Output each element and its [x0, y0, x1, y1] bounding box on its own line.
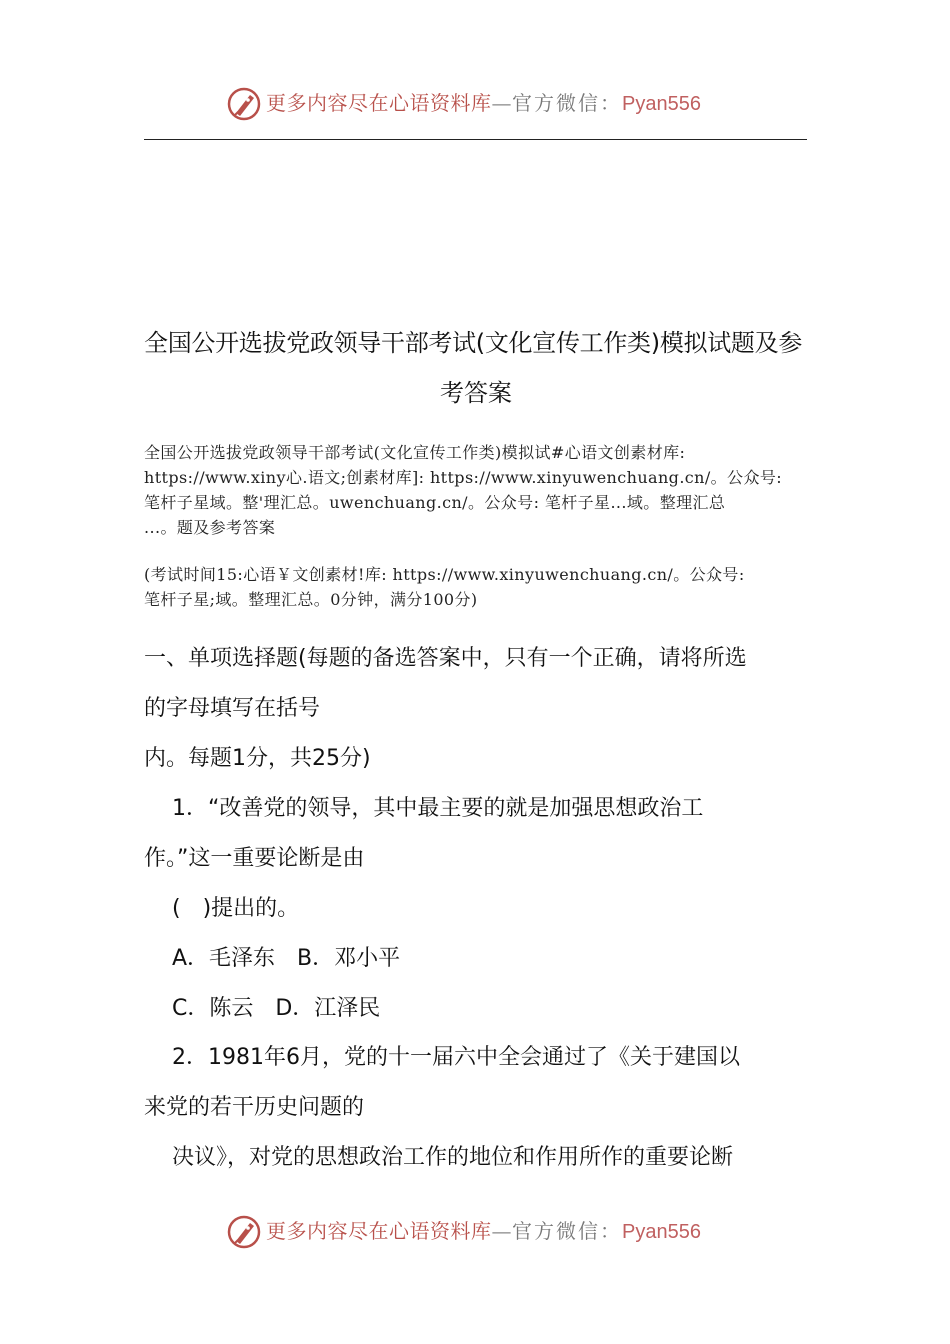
section-heading-line: 内。每题1分，共25分)	[144, 746, 371, 771]
fountain-pen-logo-icon	[226, 86, 262, 122]
question-1-option: A．毛泽东 B．邓小平	[172, 946, 401, 971]
section-heading-line: 的字母填写在括号	[144, 696, 321, 721]
footer-banner	[0, 1208, 950, 1258]
fountain-pen-logo-icon	[226, 1214, 262, 1250]
header-banner	[0, 80, 950, 130]
exam-info-paragraph	[144, 562, 808, 612]
intro-line: 全国公开选拔党政领导干部考试(文化宣传工作类)模拟试#心语文创素材库:	[144, 443, 686, 462]
banner-text	[266, 90, 701, 117]
banner-main-text: 更多内容尽在心语资料库	[266, 1219, 492, 1243]
question-2-line: 决议》，对党的思想政治工作的地位和作用所作的重要论断	[172, 1145, 734, 1170]
banner-main-text: 更多内容尽在心语资料库	[266, 91, 492, 115]
section-heading-line: 一、单项选择题(每题的备选答案中，只有一个正确，请将所选	[144, 646, 747, 671]
question-2-line: 2．1981年6月，党的十一届六中全会通过了《关于建国以	[172, 1045, 740, 1070]
document-title-line-2: 考答案	[440, 379, 512, 407]
question-1-line: 作。”这一重要论断是由	[144, 846, 365, 871]
intro-line: 笔杆子星域。整'理汇总。uwenchuang.cn/。公众号: 笔杆子星...域。整理汇总	[144, 493, 726, 512]
header-divider	[144, 139, 807, 140]
banner-wechat-id: Pyan556	[622, 1221, 701, 1243]
banner-text	[266, 1218, 701, 1245]
banner-wechat-label: 官方微信：	[512, 91, 622, 115]
exam-info-line: 笔杆子星;域。整理汇总。0分钟，满分100分)	[144, 590, 478, 609]
intro-paragraph	[144, 440, 808, 540]
intro-line: ...。题及参考答案	[144, 518, 276, 537]
document-title-line-1: 全国公开选拔党政领导干部考试(文化宣传工作类)模拟试题及参	[144, 329, 803, 357]
exam-info-line: (考试时间15:心语￥文创素材!库: https://www.xinyuwenchuang.cn/。公众号:	[144, 565, 745, 584]
question-1-line: 1．“改善党的领导，其中最主要的就是加强思想政治工	[172, 796, 704, 821]
banner-wechat-label: 官方微信：	[512, 1219, 622, 1243]
question-2-line: 来党的若干历史问题的	[144, 1095, 365, 1120]
banner-dash: —	[491, 1219, 512, 1243]
banner-wechat-id: Pyan556	[622, 93, 701, 115]
question-1-option: C．陈云 D．江泽民	[172, 996, 381, 1021]
banner-dash: —	[491, 91, 512, 115]
intro-line: https://www.xiny心.语文;创素材库]: https://www.xinyuwenchuang.cn/。公众号:	[144, 468, 783, 487]
question-1-line: ( )提出的。	[172, 896, 300, 921]
